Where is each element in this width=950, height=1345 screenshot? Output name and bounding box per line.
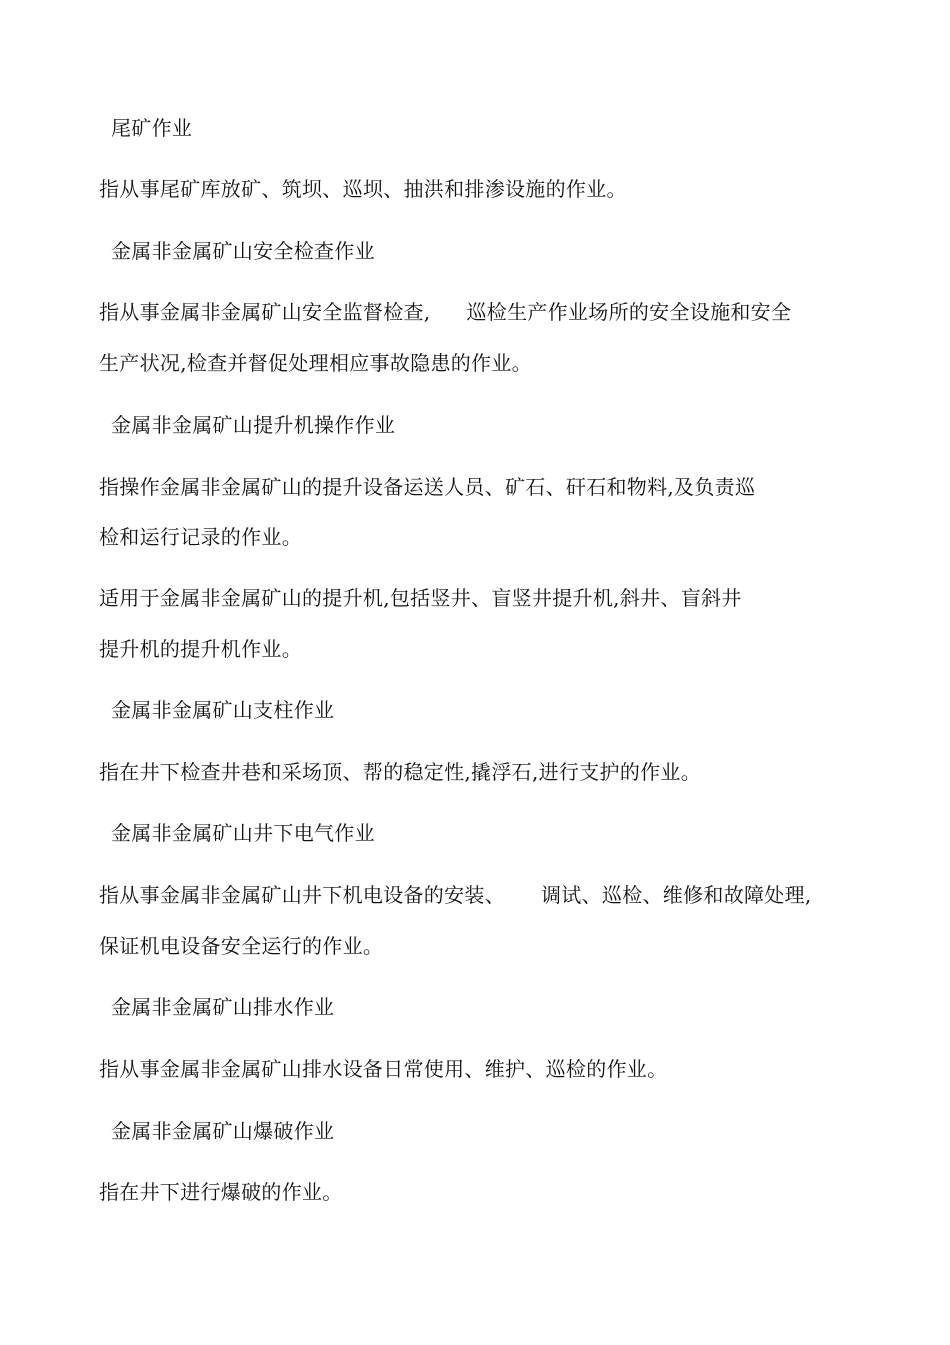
paragraph-line: 适用于金属非金属矿山的提升机,包括竖井、盲竖井提升机,斜井、盲斜井 xyxy=(99,586,742,610)
section-heading: 金属非金属矿山爆破作业 xyxy=(111,1119,335,1143)
paragraph-segment: 调试、巡检、维修和故障处理, xyxy=(541,883,812,907)
paragraph-line: 生产状况,检查并督促处理相应事故隐患的作业。 xyxy=(99,351,532,375)
section-heading: 金属非金属矿山安全检查作业 xyxy=(111,239,375,263)
paragraph-line: 指从事金属非金属矿山排水设备日常使用、维护、巡检的作业。 xyxy=(99,1057,668,1081)
section-heading: 金属非金属矿山井下电气作业 xyxy=(111,821,375,845)
paragraph-line: 指操作金属非金属矿山的提升设备运送人员、矿石、矸石和物料,及负责巡 xyxy=(99,475,756,499)
paragraph-line: 指在井下进行爆破的作业。 xyxy=(99,1180,343,1204)
paragraph-segment: 指从事金属非金属矿山安全监督检查, xyxy=(99,300,431,324)
paragraph-line xyxy=(99,299,791,325)
paragraph-segment: 指从事金属非金属矿山井下机电设备的安装、 xyxy=(99,883,505,907)
paragraph-line: 保证机电设备安全运行的作业。 xyxy=(99,934,384,958)
paragraph-segment: 巡检生产作业场所的安全设施和安全 xyxy=(466,300,792,324)
section-heading: 尾矿作业 xyxy=(111,116,193,140)
paragraph-line: 提升机的提升机作业。 xyxy=(99,637,302,661)
paragraph-line xyxy=(99,882,812,908)
paragraph-line: 指在井下检查井巷和采场顶、帮的稳定性,撬浮石,进行支护的作业。 xyxy=(99,760,702,784)
section-heading: 金属非金属矿山支柱作业 xyxy=(111,698,335,722)
section-heading: 金属非金属矿山排水作业 xyxy=(111,995,335,1019)
section-heading: 金属非金属矿山提升机操作作业 xyxy=(111,413,396,437)
paragraph-line: 指从事尾矿库放矿、筑坝、巡坝、抽洪和排渗设施的作业。 xyxy=(99,177,627,201)
paragraph-line: 检和运行记录的作业。 xyxy=(99,525,302,549)
